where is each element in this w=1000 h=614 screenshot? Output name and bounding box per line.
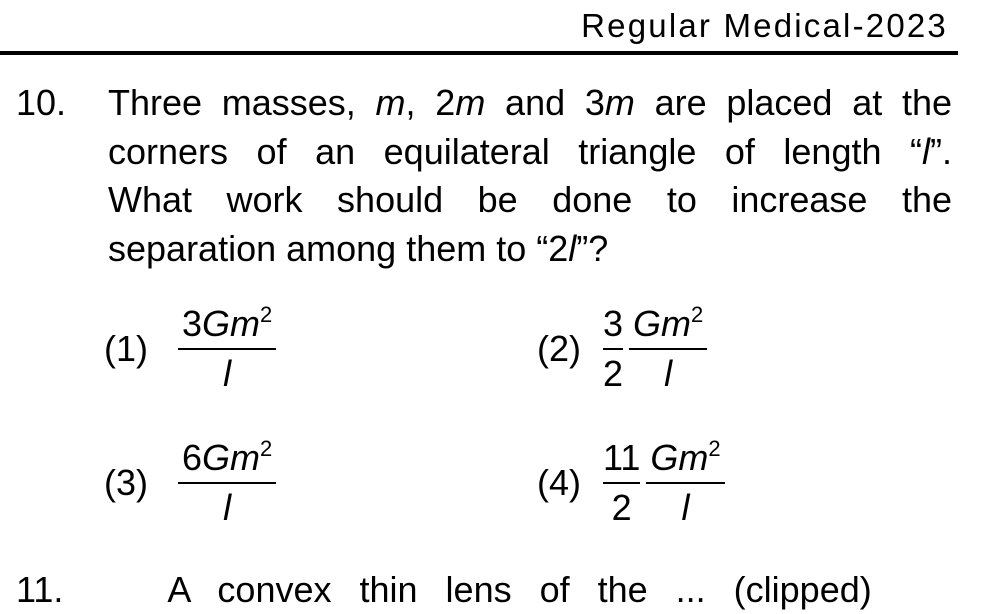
option-1-label: (1) xyxy=(104,328,148,369)
option-3-fraction: $\frac{6Gm^2}{l}$ xyxy=(178,440,276,526)
question-text xyxy=(108,79,952,273)
question-number: 10. xyxy=(16,82,67,123)
option-4[interactable] xyxy=(537,436,725,528)
option-2-coefficient: $\frac{3}{2}$ xyxy=(603,303,624,394)
option-3-label: (3) xyxy=(104,462,148,503)
option-4-fraction: $\frac{Gm^2}{l}$ xyxy=(646,440,724,526)
option-2-label: (2) xyxy=(537,328,581,369)
option-2-fraction: $\frac{Gm^2}{l}$ xyxy=(629,306,707,392)
option-4-coefficient: $\frac{11}{2}$ xyxy=(603,437,641,528)
option-1-fraction: $\frac{3Gm^2}{l}$ xyxy=(178,306,276,392)
question-line-2: corners of an equilateral triangle of length “l”. xyxy=(108,130,952,172)
option-4-label: (4) xyxy=(537,462,581,503)
next-question-clipped xyxy=(16,566,872,614)
header-divider xyxy=(0,51,958,55)
option-2[interactable] xyxy=(537,302,707,394)
question-line-1: Three masses, m, 2m and 3m are placed at the xyxy=(108,82,952,123)
question-line-3: What work should be done to increase the xyxy=(108,179,952,220)
question-line-4: separation among them to “2l”? xyxy=(108,227,609,269)
option-3[interactable] xyxy=(104,436,276,528)
next-question-number: 11. xyxy=(16,569,64,610)
option-1[interactable] xyxy=(104,302,276,394)
exam-header-title: Regular Medical-2023 xyxy=(581,7,948,44)
next-question-text: A convex thin lens of the ... (clipped) xyxy=(167,569,872,610)
